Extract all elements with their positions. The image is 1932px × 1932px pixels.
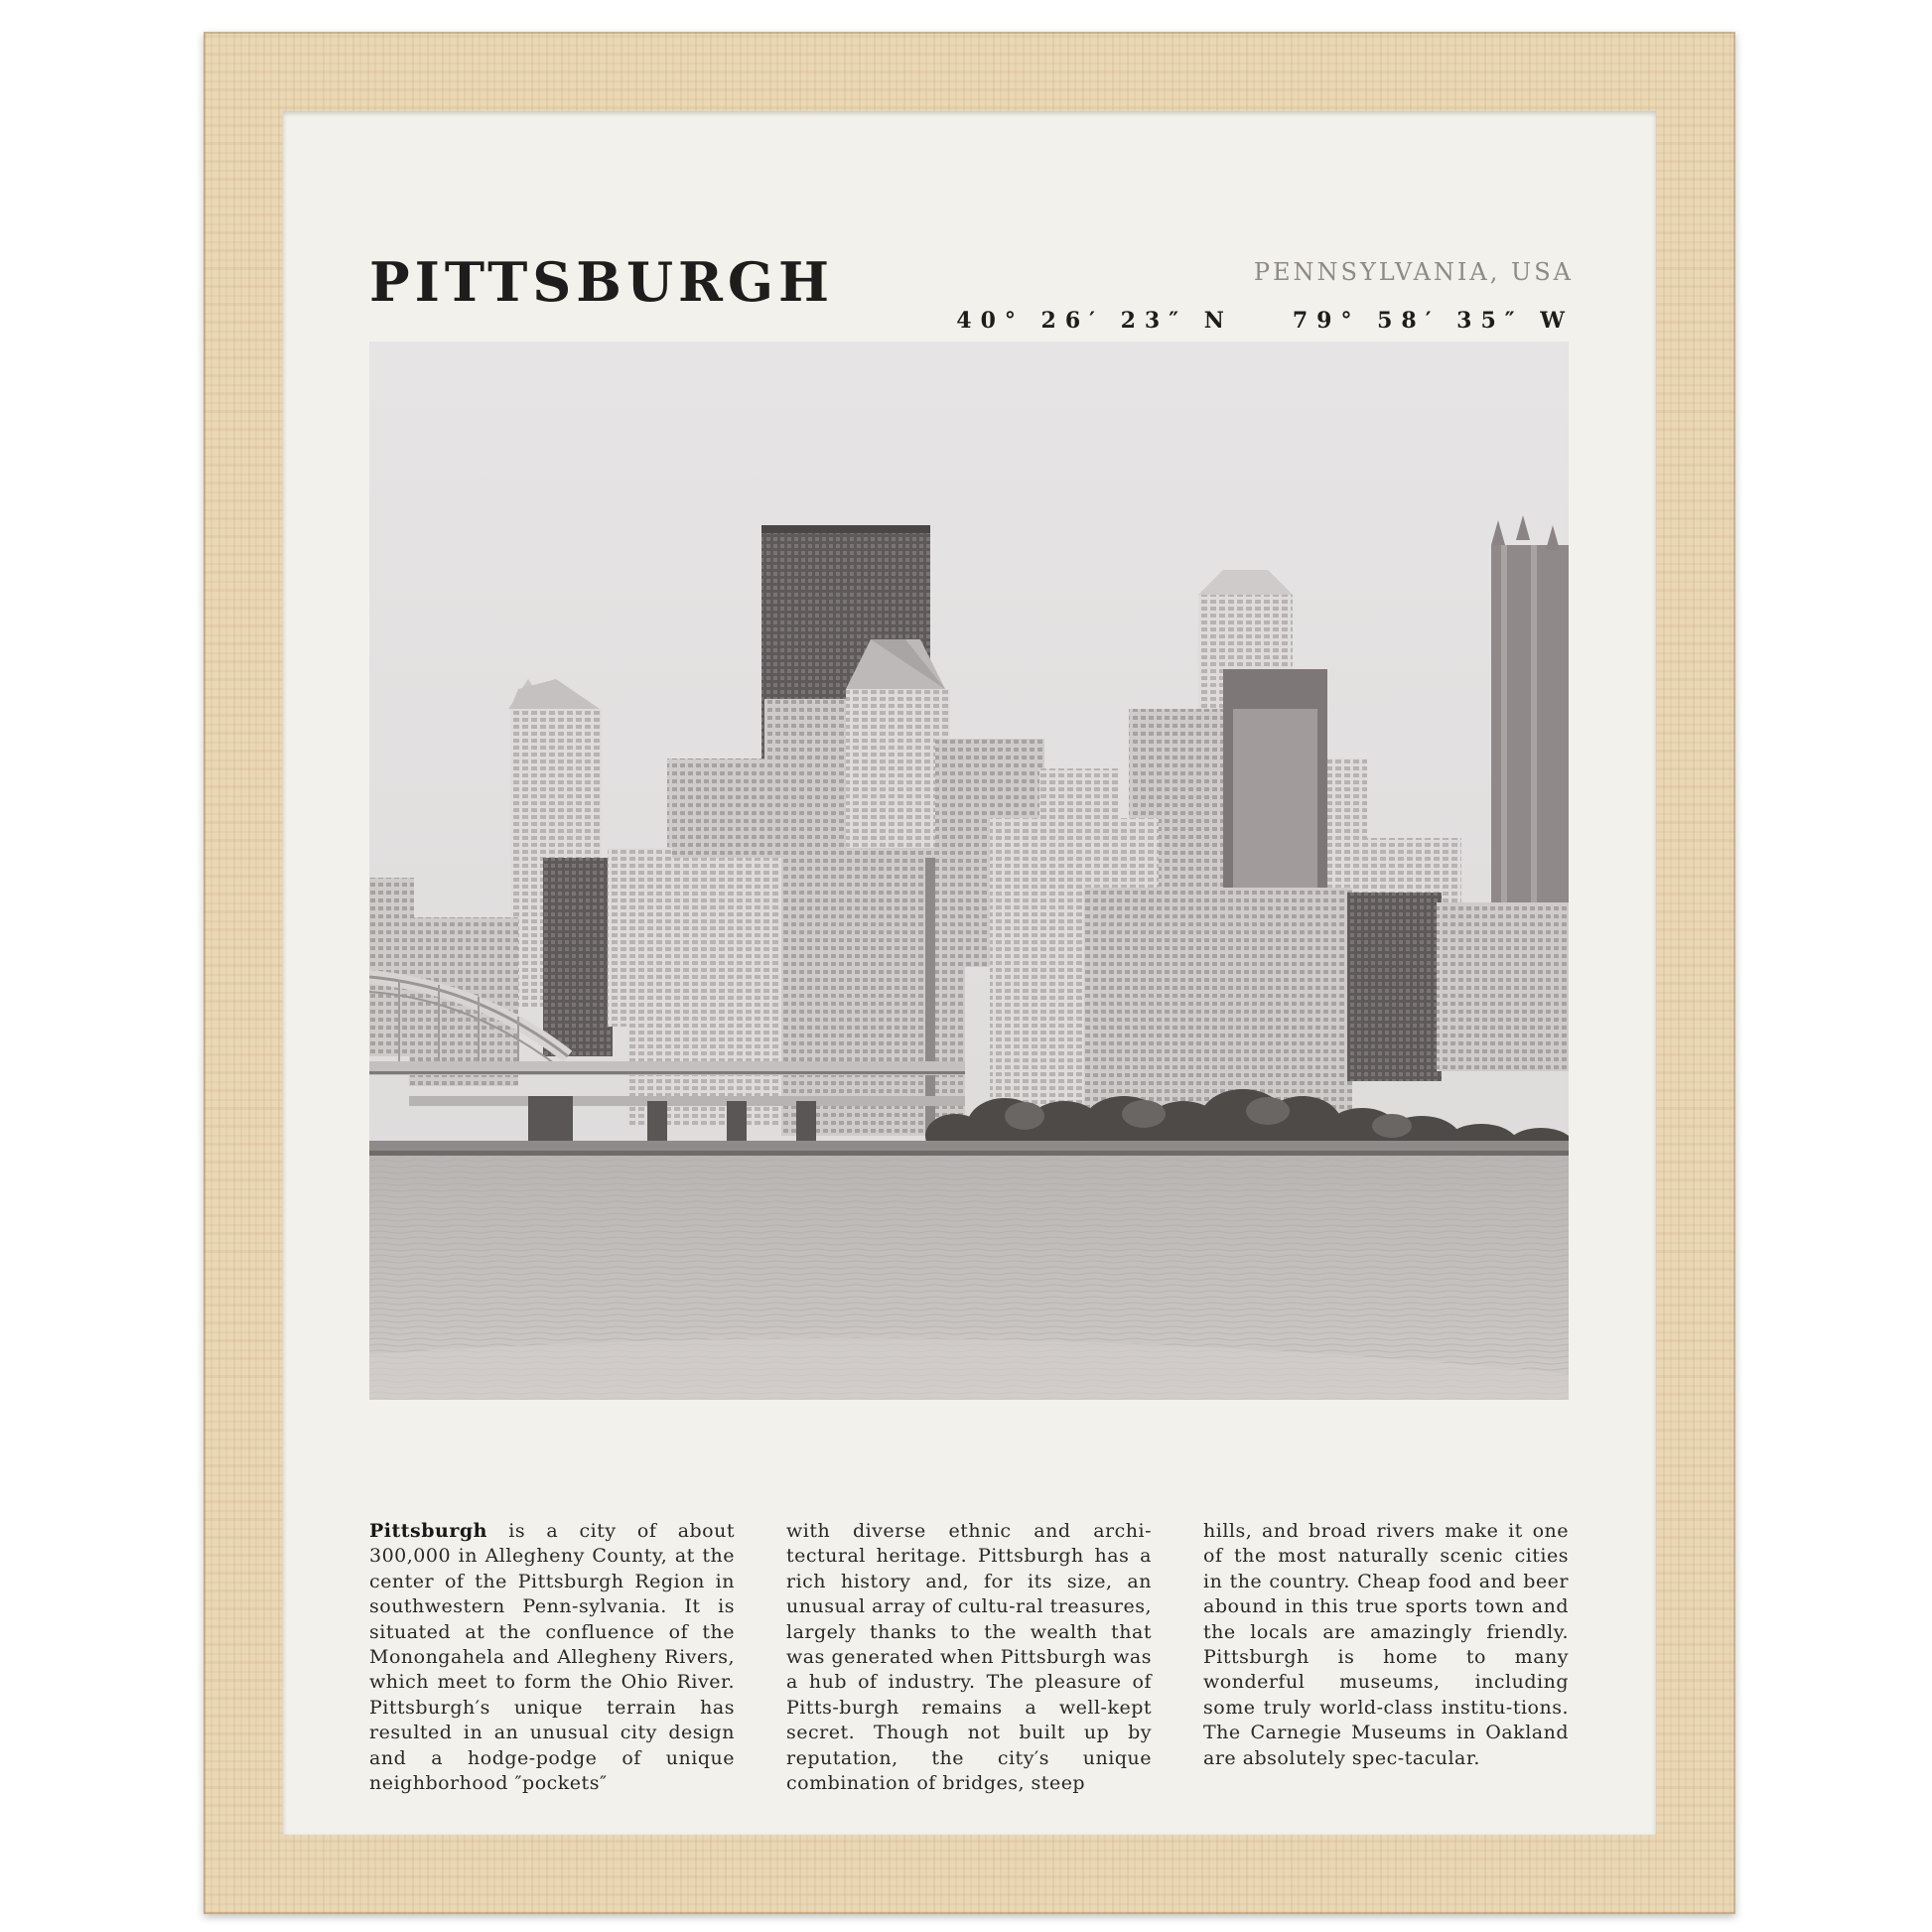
latitude: 40° 26′ 23″ N <box>956 308 1233 334</box>
column-1-text: is a city of about 300,000 in Allegheny County, at the center of the Pittsburgh Region in southwestern Penn-sylvania. It is situated at the confluence of the Monongahela and Allegheny Rivers, which meet to form the Ohio River. Pittsburgh′s unique terrain has resulted in an unusual city design and a hodge-podge of unique neighborhood ″pockets″ <box>369 1520 735 1795</box>
description-columns <box>369 1519 1569 1796</box>
wooden-frame <box>204 32 1735 1914</box>
description-column-2: with diverse ethnic and archi-tectural heritage. Pittsburgh has a rich history and, for its size, an unusual array of cultu-ral treasures, largely thanks to the wealth that was generated when Pittsburgh was a hub of industry. The pleasure of Pitts-burgh remains a well-kept secret. Though not built up by reputation, the city′s unique combination of bridges, steep <box>786 1520 1152 1795</box>
coordinates <box>956 310 1574 332</box>
description-column-3: hills, and broad rivers make it one of the most naturally scenic cities in the country. Cheap food and beer abound in this true sports town and the locals are amazingly friendly. Pittsburgh is home to many wonderful museums, including some truly world-class institu-tions. The Carnegie Museums in Oakland are absolutely spec-tacular. <box>1203 1520 1569 1769</box>
longitude: 79° 58′ 35″ W <box>1292 308 1574 334</box>
city-name-bold: Pittsburgh <box>369 1520 487 1542</box>
region-label: PENNSYLVANIA, USA <box>1253 258 1574 286</box>
skyline-photo <box>369 342 1569 1400</box>
city-title: PITTSBURGH <box>369 250 835 314</box>
description-column-1 <box>369 1519 735 1796</box>
poster-mat <box>283 111 1656 1835</box>
skyline-illustration <box>369 342 1569 1400</box>
